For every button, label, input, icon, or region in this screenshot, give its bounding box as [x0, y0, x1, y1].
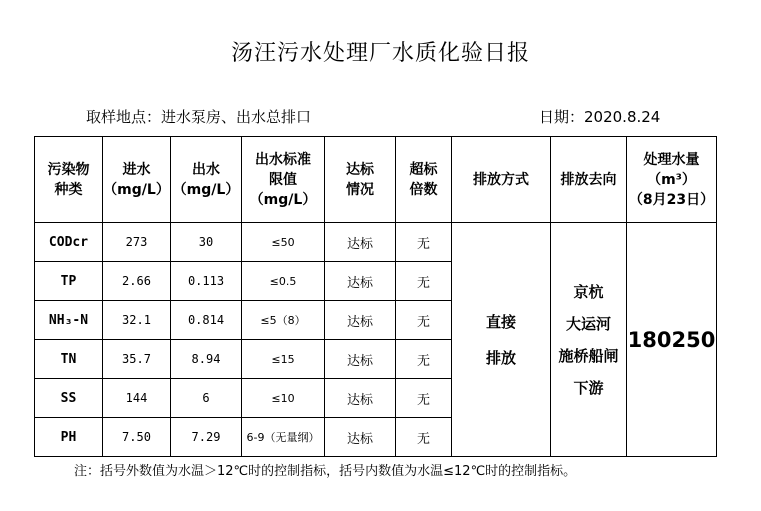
footnote: 注：括号外数值为水温＞12℃时的控制指标，括号内数值为水温≤12℃时的控制指标。 — [74, 464, 577, 479]
limit-cell: ≤50 — [242, 223, 325, 262]
influent-cell: 144 — [103, 379, 171, 418]
header-effluent: 出水 （mg/L） — [171, 137, 242, 223]
volume-cell: 180250 — [627, 223, 717, 457]
status-cell: 达标 — [325, 262, 396, 301]
status-cell: 达标 — [325, 301, 396, 340]
effluent-cell: 0.814 — [171, 301, 242, 340]
header-exceed: 超标 倍数 — [396, 137, 452, 223]
header-pollutant: 污染物 种类 — [35, 137, 103, 223]
header-row — [35, 137, 717, 223]
discharge-method-cell: 直接 排放 — [452, 223, 551, 457]
influent-cell: 35.7 — [103, 340, 171, 379]
limit-cell: ≤10 — [242, 379, 325, 418]
exceed-cell: 无 — [396, 262, 452, 301]
effluent-cell: 30 — [171, 223, 242, 262]
table-row — [35, 223, 717, 262]
exceed-cell: 无 — [396, 379, 452, 418]
report-title: 汤汪污水处理厂水质化验日报 — [230, 41, 530, 66]
param-cell: PH — [35, 418, 103, 457]
report-date: 日期：2020.8.24 — [539, 108, 661, 126]
exceed-cell: 无 — [396, 340, 452, 379]
water-quality-table — [34, 136, 717, 457]
effluent-cell: 7.29 — [171, 418, 242, 457]
param-cell: SS — [35, 379, 103, 418]
status-cell: 达标 — [325, 223, 396, 262]
influent-cell: 7.50 — [103, 418, 171, 457]
exceed-cell: 无 — [396, 223, 452, 262]
status-cell: 达标 — [325, 418, 396, 457]
status-cell: 达标 — [325, 379, 396, 418]
sampling-location: 取样地点：进水泵房、出水总排口 — [86, 108, 312, 126]
param-cell: CODcr — [35, 223, 103, 262]
header-compliance: 达标 情况 — [325, 137, 396, 223]
header-volume: 处理水量 （m³） （8月23日） — [627, 137, 717, 223]
influent-cell: 32.1 — [103, 301, 171, 340]
exceed-cell: 无 — [396, 418, 452, 457]
header-discharge-dest: 排放去向 — [551, 137, 627, 223]
header-influent: 进水 （mg/L） — [103, 137, 171, 223]
exceed-cell: 无 — [396, 301, 452, 340]
effluent-cell: 6 — [171, 379, 242, 418]
influent-cell: 273 — [103, 223, 171, 262]
limit-cell: ≤0.5 — [242, 262, 325, 301]
param-cell: TP — [35, 262, 103, 301]
param-cell: TN — [35, 340, 103, 379]
discharge-dest-cell: 京杭 大运河 施桥船闸 下游 — [551, 223, 627, 457]
limit-cell: ≤5（8） — [242, 301, 325, 340]
status-cell: 达标 — [325, 340, 396, 379]
effluent-cell: 8.94 — [171, 340, 242, 379]
header-limit: 出水标准 限值 （mg/L） — [242, 137, 325, 223]
limit-cell: 6-9（无量纲） — [242, 418, 325, 457]
header-discharge-method: 排放方式 — [452, 137, 551, 223]
param-cell: NH₃-N — [35, 301, 103, 340]
influent-cell: 2.66 — [103, 262, 171, 301]
effluent-cell: 0.113 — [171, 262, 242, 301]
limit-cell: ≤15 — [242, 340, 325, 379]
